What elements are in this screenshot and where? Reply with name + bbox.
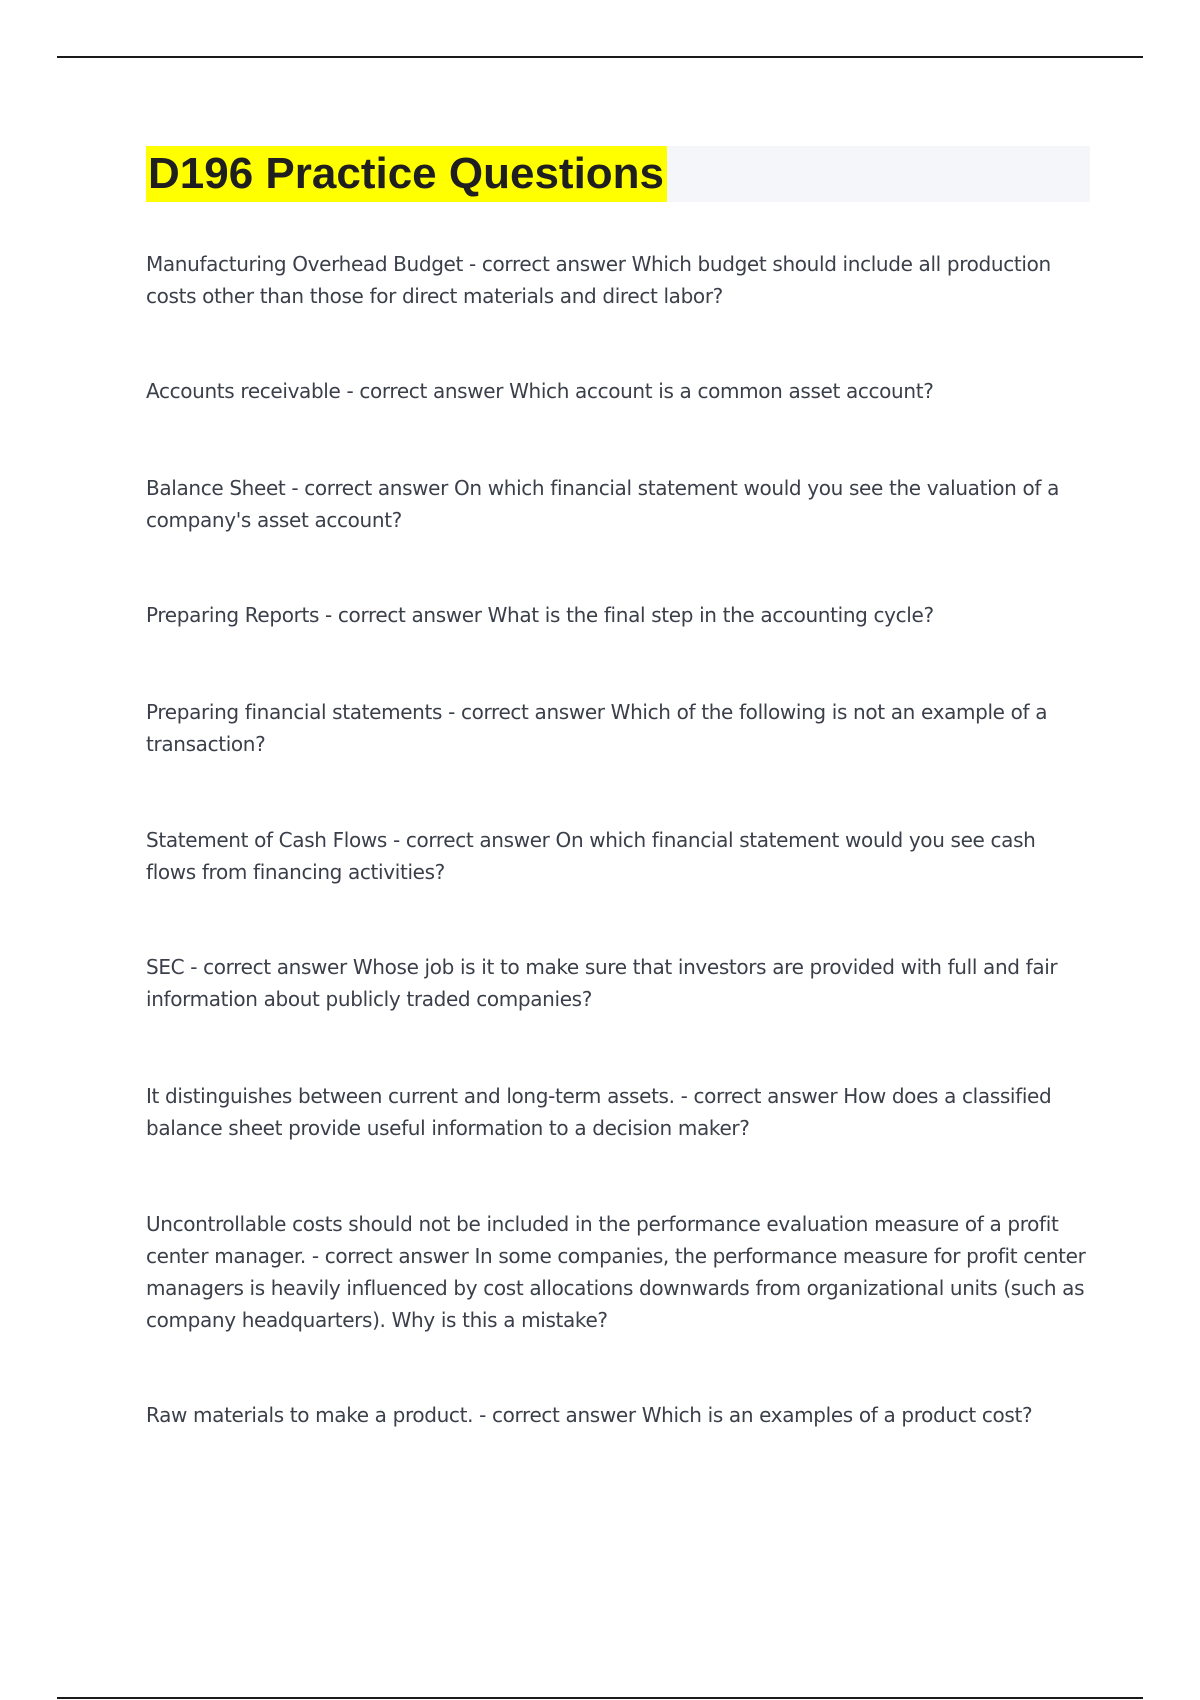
question-item: Raw materials to make a product. - correct answer Which is an examples of a product cost? [146, 1403, 1033, 1427]
question-item: Accounts receivable - correct answer Which account is a common asset account? [146, 379, 934, 403]
question-item: Manufacturing Overhead Budget - correct answer Which budget should include all production costs other than those for direct materials and direct labor? [146, 252, 1051, 308]
question-item: SEC - correct answer Whose job is it to make sure that investors are provided with full and fair information about publicly traded companies? [146, 955, 1058, 1011]
bottom-rule [57, 1697, 1143, 1699]
question-item: Uncontrollable costs should not be included in the performance evaluation measure of a profit center manager. - correct answer In some companies, the performance measure for profit center managers is heavily influenced by cost allocations downwards from organizational units (such as company headquarters). Why is this a mistake? [146, 1212, 1086, 1332]
top-rule [57, 56, 1143, 58]
question-item: It distinguishes between current and long-term assets. - correct answer How does a classified balance sheet provide useful information to a decision maker? [146, 1084, 1052, 1140]
question-item: Balance Sheet - correct answer On which financial statement would you see the valuation of a company's asset account? [146, 476, 1059, 532]
question-item: Preparing financial statements - correct answer Which of the following is not an example of a transaction? [146, 700, 1048, 756]
question-item: Preparing Reports - correct answer What is the final step in the accounting cycle? [146, 603, 934, 627]
question-item: Statement of Cash Flows - correct answer On which financial statement would you see cash flows from financing activities? [146, 828, 1036, 884]
document-title: D196 Practice Questions [146, 146, 667, 202]
